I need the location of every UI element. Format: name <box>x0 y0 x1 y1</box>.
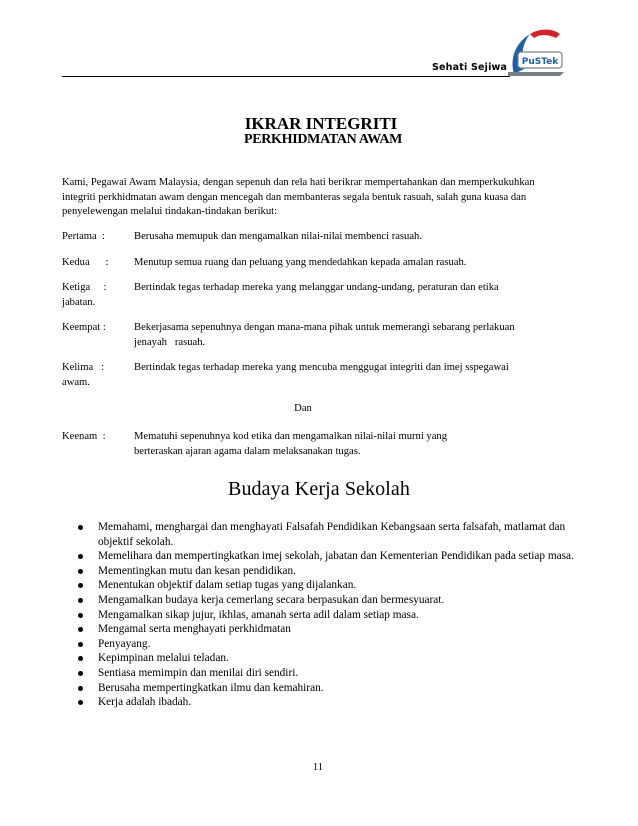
logo-arrow-gray <box>508 72 564 76</box>
list-item <box>78 549 578 564</box>
list-item <box>78 578 578 593</box>
bullet-icon <box>78 569 83 574</box>
pledge-title: IKRAR INTEGRITI <box>244 114 398 133</box>
list-item-text: Mementingkan mutu dan kesan pendidikan. <box>98 564 296 577</box>
pledge-item-text: Bertindak tegas terhadap mereka yang mencuba menggugat integriti dan imej sspegawai <box>134 362 509 373</box>
header-divider <box>62 76 510 77</box>
logo-wordmark: PuSTek <box>521 57 559 67</box>
pledge-intro: Kami, Pegawai Awam Malaysia, dengan sepenuh dan rela hati berikrar mempertahankan dan memperkukuhkan integriti perkhidmatan awam dengan mencegah dan membanteras segala bentuk rasuah, salah guna kuasa dan penyelewengan melalui tindakan-tindakan berikut: <box>62 177 535 217</box>
list-item-text: Mengamal serta menghayati perkhidmatan <box>98 623 291 636</box>
pledge-item-label: Kedua : <box>62 257 109 268</box>
bullet-icon <box>78 583 83 588</box>
bullet-icon <box>78 642 83 647</box>
list-item <box>78 695 578 710</box>
list-item <box>78 622 578 637</box>
bullet-icon <box>78 525 83 530</box>
pledge-item-text: Bekerjasama sepenuhnya dengan mana-mana pihak untuk memerangi sebarang perlakuan <box>134 322 515 333</box>
pledge-item-label: Keempat : <box>62 322 106 333</box>
pledge-item-label: Pertama : <box>62 231 105 242</box>
header-tagline: Sehati Sejiwa <box>432 62 508 73</box>
bullet-icon <box>78 671 83 676</box>
culture-list <box>78 520 578 710</box>
bullet-icon <box>78 554 83 559</box>
pledge-subtitle: PERKHIDMATAN AWAM <box>243 132 403 147</box>
pledge-item-label: Ketiga : <box>62 282 107 293</box>
logo-swoosh-red <box>530 30 560 39</box>
bullet-icon <box>78 686 83 691</box>
bullet-icon <box>78 613 83 618</box>
list-item-text: Kepimpinan melalui teladan. <box>98 652 229 665</box>
list-item <box>78 520 578 549</box>
pledge-item-text: Berusaha memupuk dan mengamalkan nilai-nilai membenci rasuah. <box>134 231 422 242</box>
list-item <box>78 651 578 666</box>
bullet-icon <box>78 656 83 661</box>
list-item <box>78 637 578 652</box>
list-item-text: Memahami, menghargai dan menghayati Falsafah Pendidikan Kebangsaan serta falsafah, matlamat dan objektif sekolah. <box>98 521 566 548</box>
list-item-text: Penyayang. <box>98 637 151 650</box>
list-item-text: Kerja adalah ibadah. <box>98 696 192 709</box>
pledge-item-wrap: jabatan. <box>62 296 96 308</box>
pledge-conjunction: Dan <box>294 403 312 414</box>
list-item <box>78 564 578 579</box>
list-item-text: Sentiasa memimpin dan menilai diri sendiri. <box>98 666 299 679</box>
pledge-item-text: Menutup semua ruang dan peluang yang mendedahkan kepada amalan rasuah. <box>134 257 467 268</box>
list-item-text: Mengamalkan sikap jujur, ikhlas, amanah serta adil dalam setiap masa. <box>98 608 419 621</box>
pustek-logo <box>500 22 570 80</box>
list-item-text: Memelihara dan mempertingkatkan imej sekolah, jabatan dan Kementerian Pendidikan pada setiap masa. <box>98 550 574 563</box>
bullet-icon <box>78 627 83 632</box>
pledge-item-text: Mematuhi sepenuhnya kod etika dan mengamalkan nilai-nilai murni yang <box>134 431 448 442</box>
pledge-item-text: Bertindak tegas terhadap mereka yang melanggar undang-undang, peraturan dan etika <box>134 282 499 293</box>
bullet-icon <box>78 598 83 603</box>
list-item-text: Mengamalkan budaya kerja cemerlang secara berpasukan dan bermesyuarat. <box>98 593 445 606</box>
list-item <box>78 593 578 608</box>
pledge-item-wrap: awam. <box>62 376 90 388</box>
culture-title: Budaya Kerja Sekolah <box>228 478 410 500</box>
pledge-item-continuation: berteraskan ajaran agama dalam melaksanakan tugas. <box>134 445 361 457</box>
list-item-text: Menentukan objektif dalam setiap tugas yang dijalankan. <box>98 579 357 592</box>
list-item <box>78 608 578 623</box>
page-number: 11 <box>312 762 324 773</box>
list-item <box>78 666 578 681</box>
pledge-item-continuation: jenayah rasuah. <box>134 336 206 348</box>
list-item-text: Berusaha mempertingkatkan ilmu dan kemahiran. <box>98 681 324 694</box>
list-item <box>78 681 578 696</box>
pledge-item-label: Keenam : <box>62 431 106 442</box>
bullet-icon <box>78 700 83 705</box>
pledge-item-label: Kelima : <box>62 362 105 373</box>
